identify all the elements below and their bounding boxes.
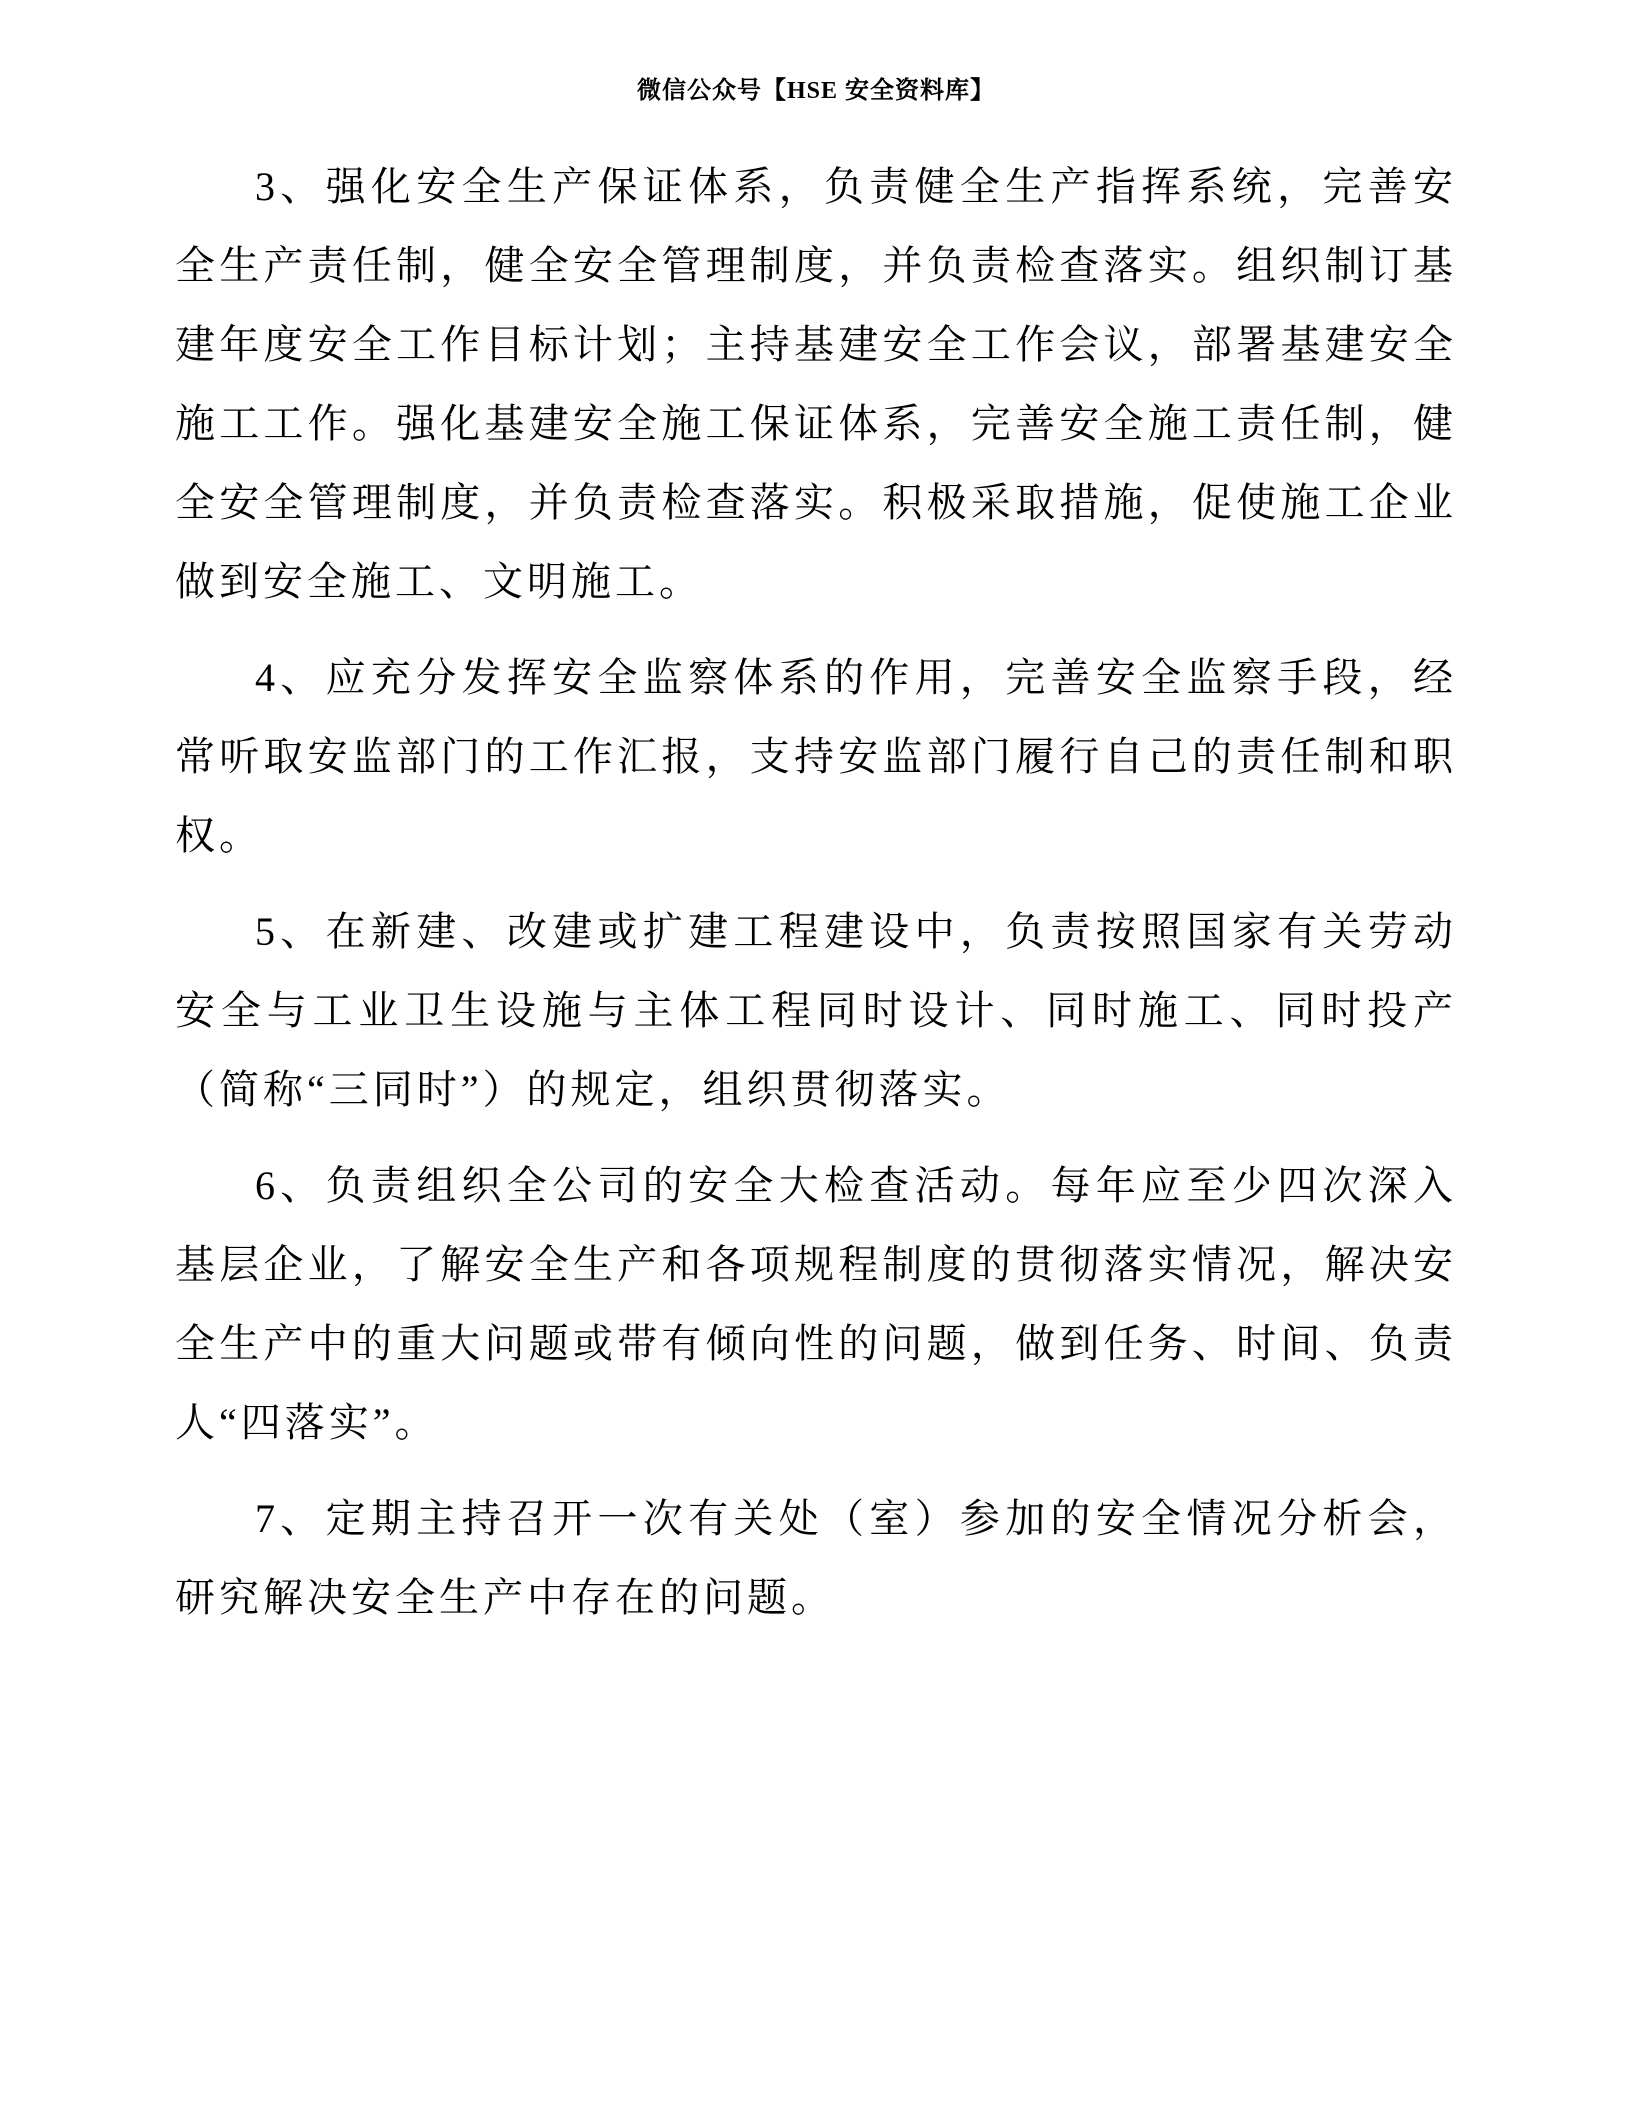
document-body [175, 147, 1457, 1637]
paragraph-item-5: 5、在新建、改建或扩建工程建设中，负责按照国家有关劳动安全与工业卫生设施与主体工程同时设计、同时施工、同时投产（简称“三同时”）的规定，组织贯彻落实。 [175, 909, 1457, 1112]
paragraph-item-7: 7、定期主持召开一次有关处（室）参加的安全情况分析会，研究解决安全生产中存在的问题。 [175, 1496, 1457, 1620]
paragraph-item-6: 6、负责组织全公司的安全大检查活动。每年应至少四次深入基层企业，了解安全生产和各项规程制度的贯彻落实情况，解决安全生产中的重大问题或带有倾向性的问题，做到任务、时间、负责人“四落实”。 [175, 1163, 1457, 1445]
page-header-title: 微信公众号【HSE 安全资料库】 [636, 78, 996, 104]
paragraph-item-3: 3、强化安全生产保证体系，负责健全生产指挥系统，完善安全生产责任制，健全安全管理制度，并负责检查落实。组织制订基建年度安全工作目标计划；主持基建安全工作会议，部署基建安全施工工作。强化基建安全施工保证体系，完善安全施工责任制，健全安全管理制度，并负责检查落实。积极采取措施，促使施工企业做到安全施工、文明施工。 [175, 164, 1457, 604]
paragraph-item-4: 4、应充分发挥安全监察体系的作用，完善安全监察手段，经常听取安监部门的工作汇报，支持安监部门履行自己的责任制和职权。 [175, 655, 1457, 858]
